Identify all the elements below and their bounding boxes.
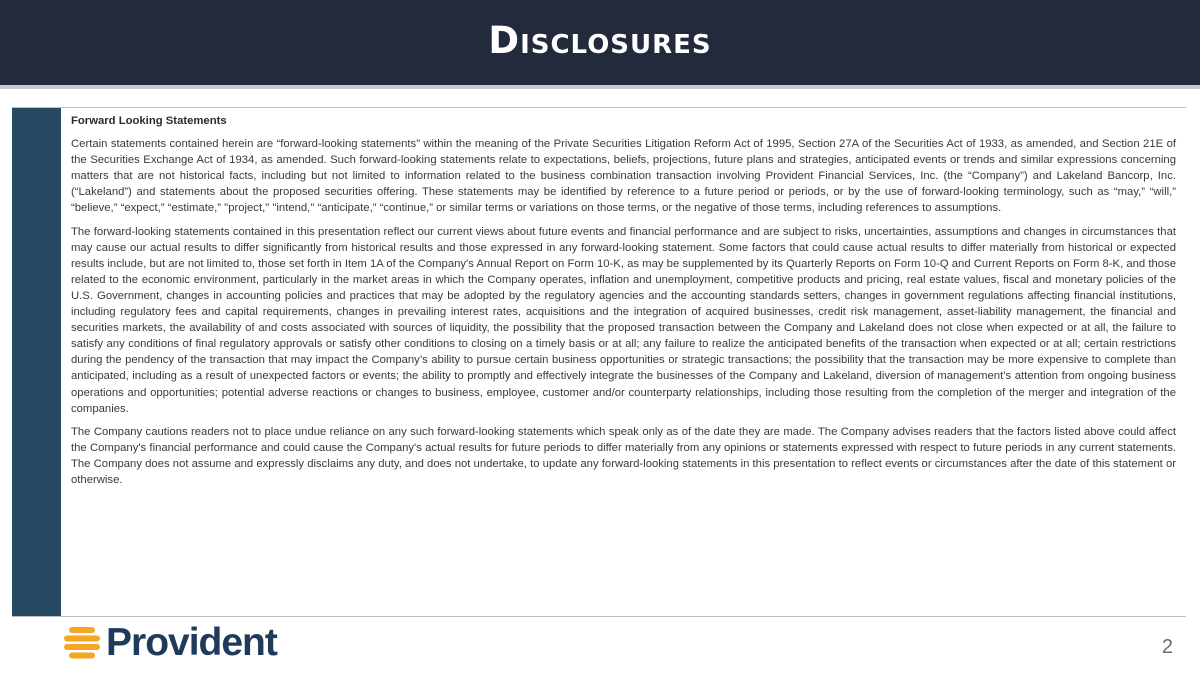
disclosure-paragraph-1: Certain statements contained herein are “forward-looking statements” within the meaning of the Private Securities Litigation Reform Act of 1995, Section 27A of the Securities Act of 1933, as amended, and Section 21E of the Securities Exchange Act of 1934, as amended. Such forward-looking statements relate to expectations, beliefs, projections, future plans and strategies, anticipated events or trends and similar expressions concerning matters that are not historical facts, including but not limited to information related to the business combination transaction involving Provident Financial Services, Inc. (the “Company”) and Lakeland Bancorp, Inc. (“Lakeland”) and statements about the proposed securities offering. These statements may be identified by reference to a future period or periods, or by the use of forward-looking terminology, such as “may,” “will,” “believe,” “expect,” “estimate,” "project," "intend," “anticipate,” “continue,” or similar terms or variations on those terms, or the negative of those terms, including references to assumptions. [71,138,1176,215]
disclosure-paragraph-3: The Company cautions readers not to place undue reliance on any such forward-looking statements which speak only as of the date they are made. The Company advises readers that the factors listed above could affect the Company's financial performance and could cause the Company's actual results for future periods to differ materially from any opinions or statements expressed with respect to future periods in any current statements. The Company does not assume and expressly disclaims any duty, and does not undertake, to update any forward-looking statements in this presentation to reflect events or circumstances after the date of this statement or otherwise. [71,425,1176,486]
provident-logo [62,622,277,664]
slide-header [0,0,1200,85]
content-bottom-divider [12,616,1186,617]
header-divider [0,85,1200,89]
page-title: Disclosures [488,19,712,62]
provident-stripes-icon [62,623,102,663]
disclosure-body [71,113,1176,495]
side-accent-bar [12,108,61,616]
disclosure-paragraph-2: The forward-looking statements contained in this presentation reflect our current views about future events and financial performance and are subject to risks, uncertainties, assumptions and changes in circumstances that may cause our actual results to differ significantly from historical results and those expressed in any forward-looking statement. Some factors that could cause actual results to differ materially from historical or expected results include, but are not limited to, those set forth in Item 1A of the Company's Annual Report on Form 10-K, as may be supplemented by its Quarterly Reports on Form 10-Q and Current Reports on Form 8-K, and those related to the economic environment, particularly in the market areas in which the Company operates, inflation and unemployment, competitive products and pricing, real estate values, fiscal and monetary policies of the U.S. Government, changes in accounting policies and practices that may be adopted by the regulatory agencies and the accounting standards setters, changes in government regulations affecting financial institutions, including regulatory fees and capital requirements, changes in prevailing interest rates, acquisitions and the integration of acquired businesses, credit risk management, asset-liability management, the financial and securities markets, the availability of and costs associated with sources of liquidity, the possibility that the proposed transaction between the Company and Lakeland does not close when expected or at all, the failure to satisfy any conditions of final regulatory approvals or satisfy other conditions to closing on a timely basis or at all; any failure to realize the anticipated benefits of the transaction when expected or at all; certain restrictions during the pendency of the transaction that may impact the Company’s ability to pursue certain business opportunities or strategic transactions; the possibility that the transaction may be more expensive to complete than anticipated, including as a result of unexpected factors or events; the ability to promptly and effectively integrate the businesses of the Company and Lakeland, diversion of management’s attention from ongoing business operations and opportunities; potential adverse reactions or changes to business, employee, customer and/or counterparty relationships, including those resulting from the completion of the merger and integration of the companies. [71,225,1176,415]
section-heading: Forward Looking Statements [71,115,227,127]
logo-wordmark: Provident [106,621,277,664]
content-top-divider [12,107,1186,108]
page-number: 2 [1161,636,1173,658]
